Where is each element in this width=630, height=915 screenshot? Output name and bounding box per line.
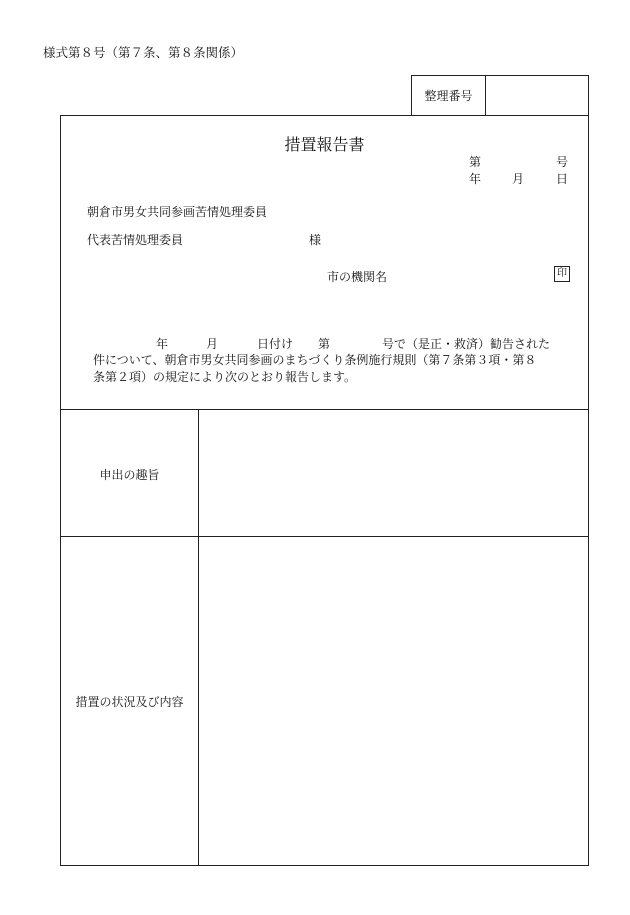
request-purpose-label: 申出の趣旨 bbox=[99, 468, 160, 482]
measures-status-field[interactable] bbox=[199, 537, 588, 865]
date-year-label: 年 bbox=[469, 172, 482, 186]
honorific: 様 bbox=[309, 233, 322, 247]
date-day-label: 日 bbox=[556, 172, 569, 186]
reference-number-field[interactable] bbox=[485, 75, 589, 116]
body-dated: 日付け bbox=[257, 337, 294, 351]
addressee-organization: 朝倉市男女共同参画苦情処理委員 bbox=[87, 205, 268, 219]
date-month-label: 月 bbox=[512, 172, 525, 186]
body-text-line-2: 件について、朝倉市男女共同参画のまちづくり条例施行規則（第７条第３項・第８ bbox=[93, 353, 537, 367]
reference-number-label-cell bbox=[411, 75, 486, 116]
body-text-line-3: 条第２項）の規定により次のとおり報告します。 bbox=[93, 370, 357, 384]
seal-mark: 印 bbox=[554, 266, 570, 282]
agency-name-label: 市の機関名 bbox=[327, 270, 388, 284]
body-month: 月 bbox=[206, 337, 219, 351]
addressee-representative: 代表苦情処理委員 bbox=[87, 233, 184, 247]
number-suffix: 号 bbox=[556, 155, 569, 169]
reference-number-label: 整理番号 bbox=[424, 89, 473, 103]
request-purpose-field[interactable] bbox=[199, 410, 588, 536]
measures-status-label: 措置の状況及び内容 bbox=[75, 695, 184, 709]
document-title: 措置報告書 bbox=[284, 135, 365, 154]
form-number-label: 様式第８号（第７条、第８条関係） bbox=[43, 45, 244, 60]
body-year: 年 bbox=[156, 337, 169, 351]
body-recommendation: 号で（是正・救済）勧告された bbox=[382, 337, 551, 351]
number-prefix: 第 bbox=[469, 155, 482, 169]
body-no-prefix: 第 bbox=[318, 337, 331, 351]
